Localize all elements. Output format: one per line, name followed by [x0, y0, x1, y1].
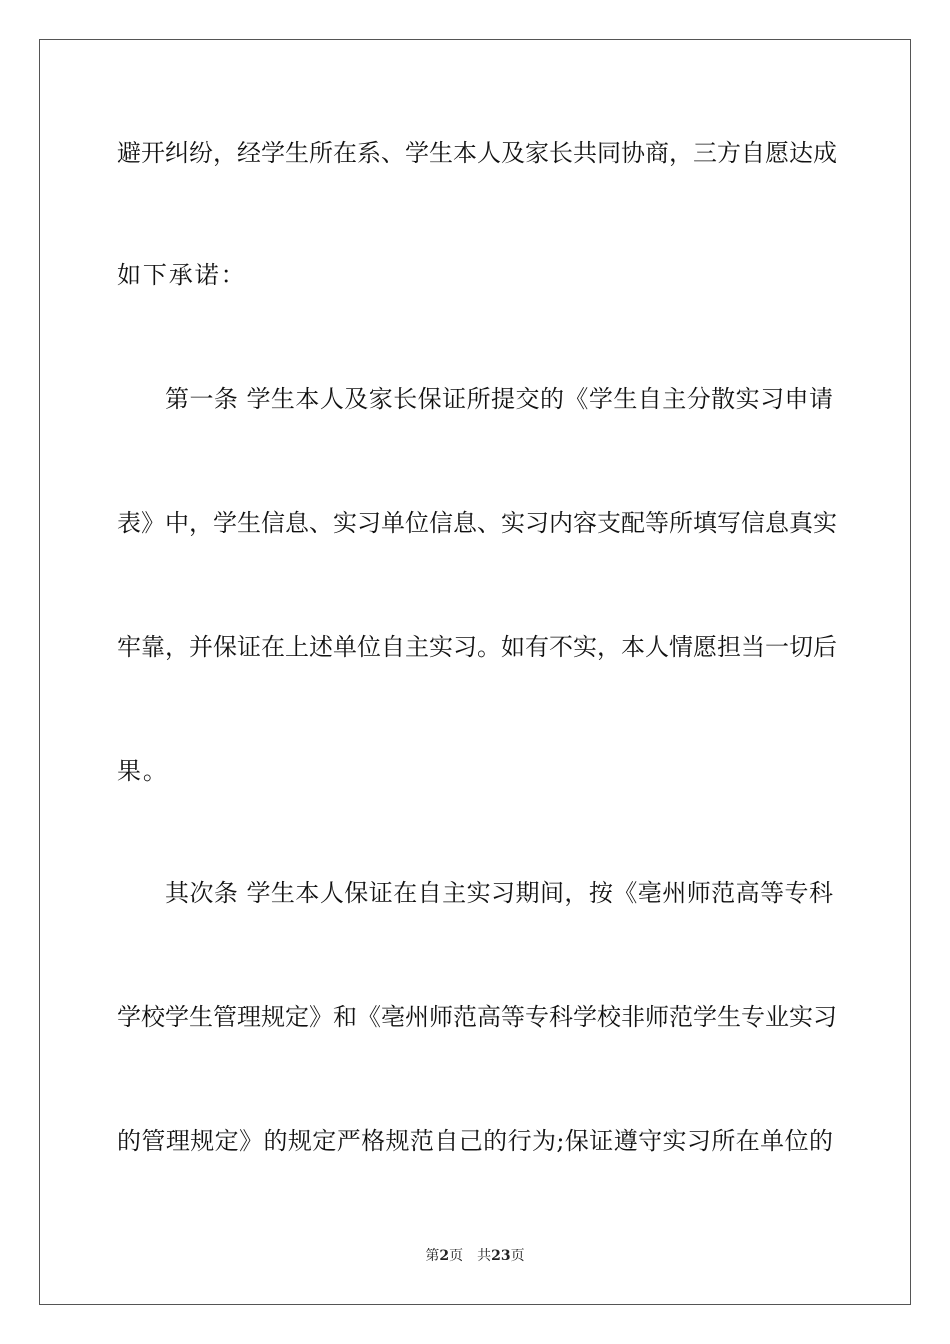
paragraph-3-line-3: 的管理规定》的规定严格规范自己的行为;保证遵守实习所在单位的 — [117, 1127, 833, 1155]
paragraph-2-line-2: 表》中，学生信息、实习单位信息、实习内容支配等所填写信息真实 — [117, 509, 837, 537]
page-prefix: 第 — [425, 1248, 440, 1264]
page-footer — [0, 1247, 950, 1265]
paragraph-2-line-4: 果。 — [117, 757, 169, 785]
total-prefix: 共 — [477, 1248, 492, 1264]
paragraph-2-line-1: 第一条 学生本人及家长保证所提交的《学生自主分散实习申请 — [165, 385, 833, 413]
page-suffix: 页 — [449, 1248, 464, 1264]
paragraph-1-line-1: 避开纠纷，经学生所在系、学生本人及家长共同协商，三方自愿达成 — [117, 139, 837, 167]
total-pages: 23 — [491, 1248, 511, 1264]
paragraph-2-line-3: 牢靠，并保证在上述单位自主实习。如有不实，本人情愿担当一切后 — [117, 633, 837, 661]
page-border — [39, 39, 911, 1305]
total-suffix: 页 — [510, 1248, 525, 1264]
paragraph-3-line-1: 其次条 学生本人保证在自主实习期间，按《亳州师范高等专科 — [165, 879, 833, 907]
page-number: 2 — [439, 1248, 450, 1264]
paragraph-3-line-2: 学校学生管理规定》和《亳州师范高等专科学校非师范学生专业实习 — [117, 1003, 837, 1031]
paragraph-1-line-2: 如下承诺： — [117, 261, 247, 289]
